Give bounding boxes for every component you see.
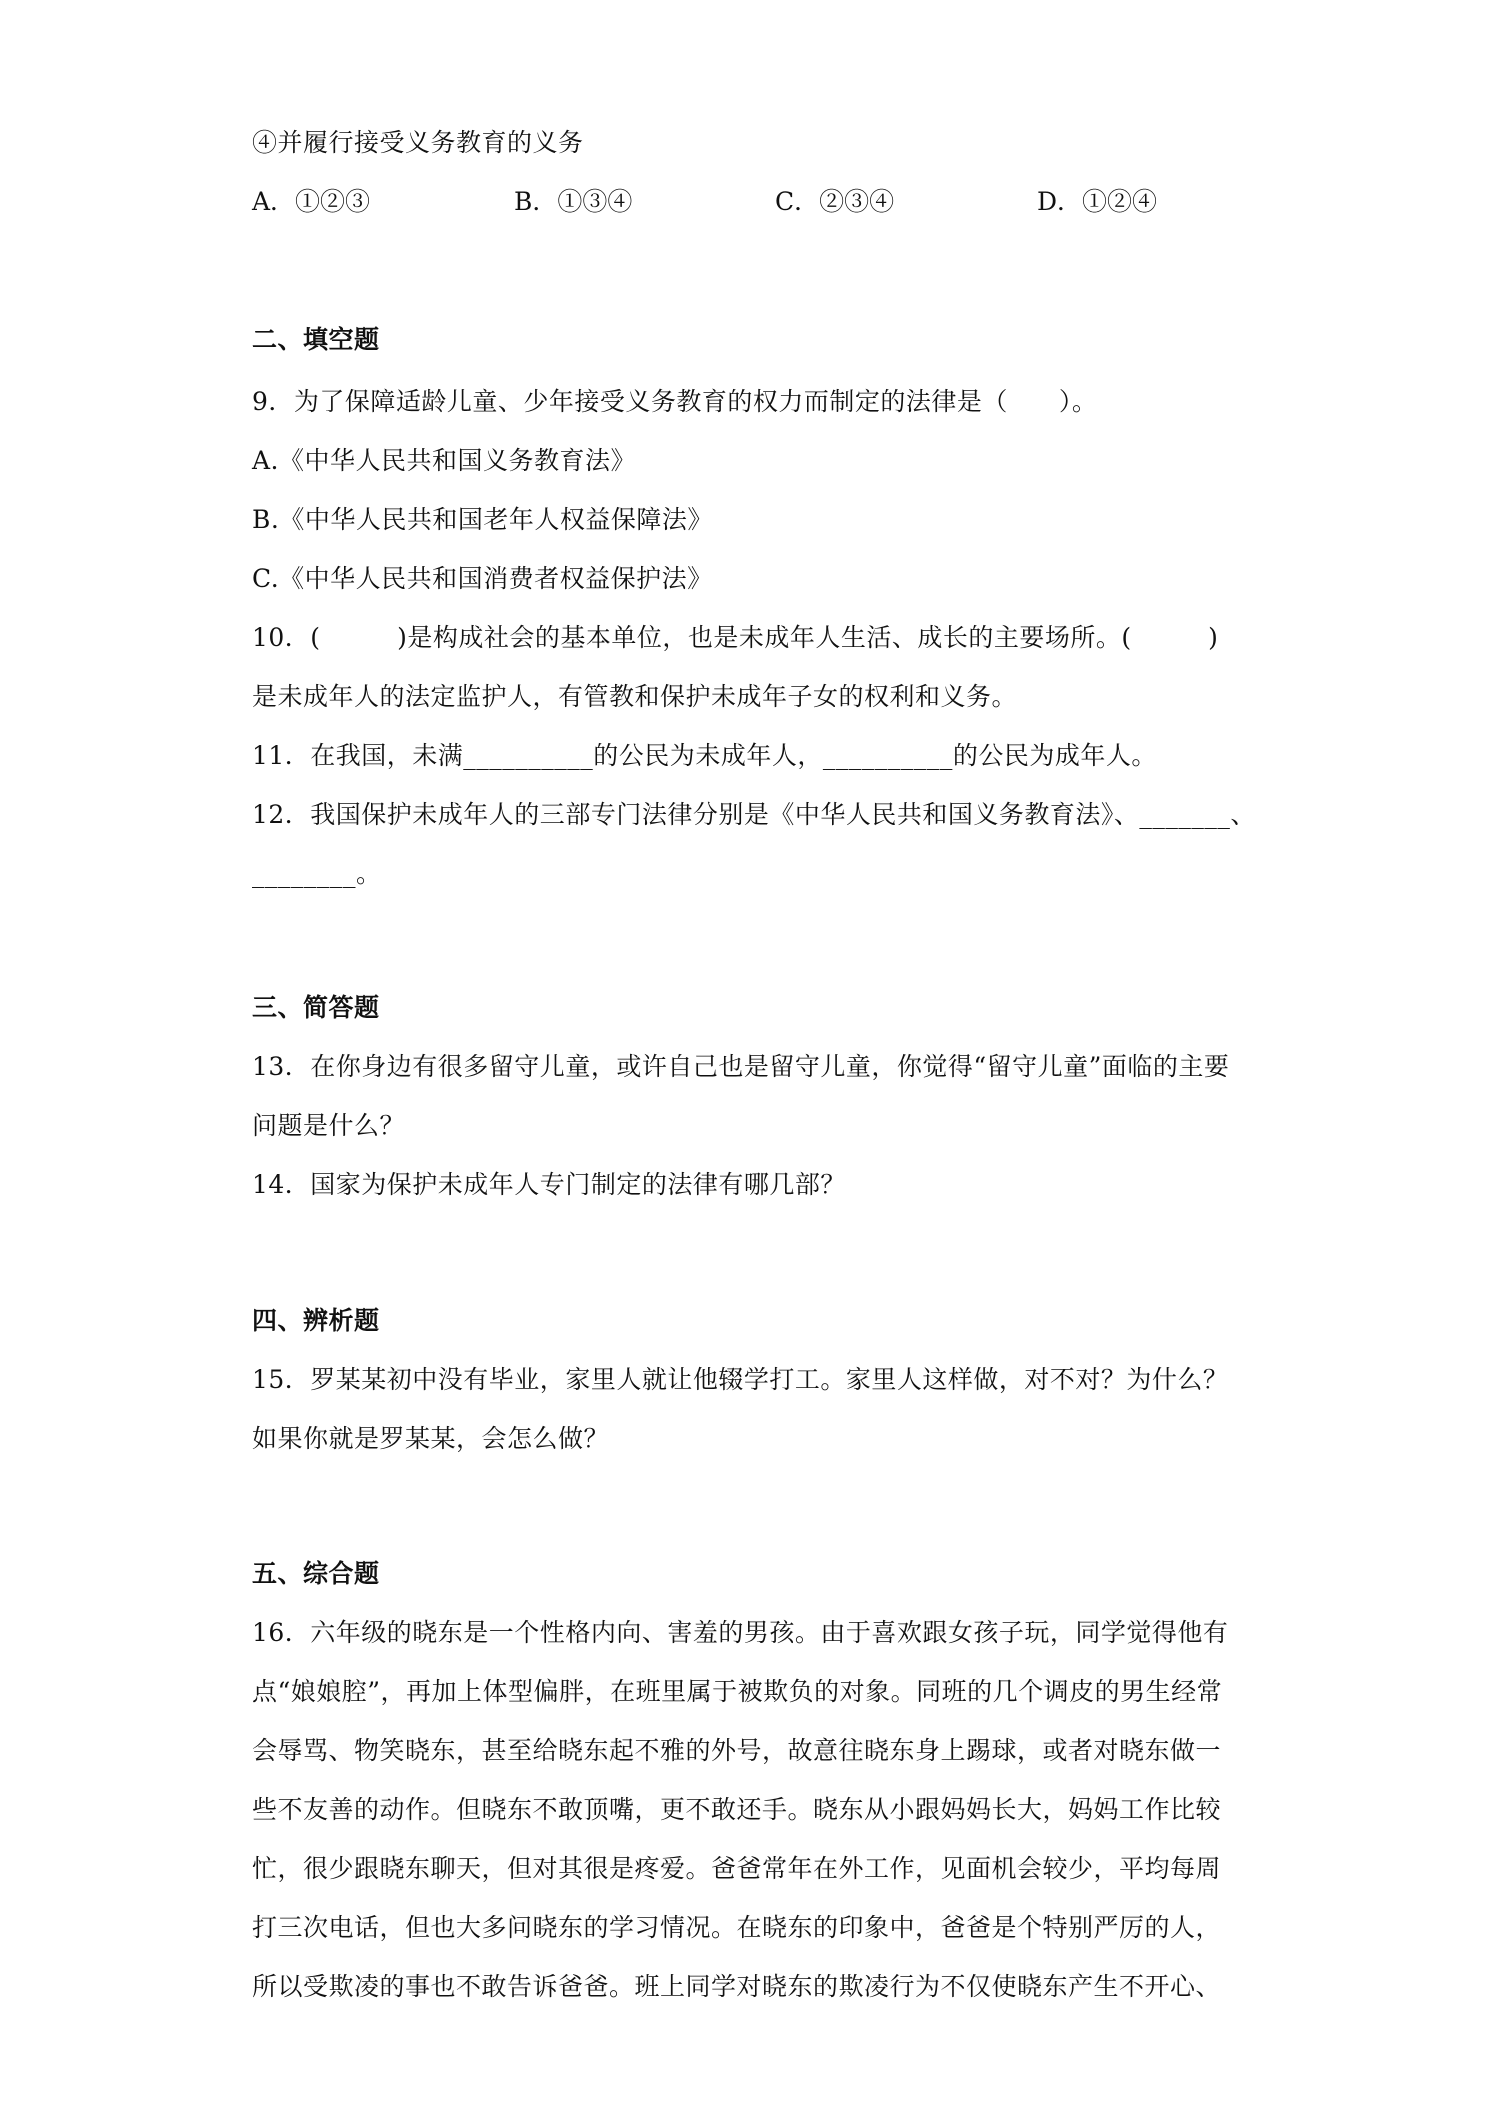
q9-option-b: B.《中华人民共和国老年人权益保障法》 — [252, 505, 713, 534]
q16-line: 些不友善的动作。但晓东不敢顶嘴，更不敢还手。晓东从小跟妈妈长大，妈妈工作比较 — [252, 1795, 1222, 1824]
q9-stem: 9．为了保障适龄儿童、少年接受义务教育的权力而制定的法律是（ ）。 — [252, 387, 1098, 416]
q11: 11．在我国，未满__________的公民为未成年人，__________的公民为成年人。 — [252, 741, 1157, 770]
q10-line1: 10．( )是构成社会的基本单位，也是未成年人生活、成长的主要场所。( ) — [252, 623, 1219, 652]
section-heading-comprehensive: 五、综合题 — [252, 1559, 380, 1588]
q9-option-c: C.《中华人民共和国消费者权益保护法》 — [252, 564, 713, 593]
q16-line: 所以受欺凌的事也不敢告诉爸爸。班上同学对晓东的欺凌行为不仅使晓东产生不开心、 — [252, 1972, 1222, 2001]
q13-line2: 问题是什么？ — [252, 1111, 406, 1140]
q8-item4: ④并履行接受义务教育的义务 — [252, 128, 584, 157]
q10-line2: 是未成年人的法定监护人，有管教和保护未成年子女的权利和义务。 — [252, 682, 1018, 711]
q16-line: 会辱骂、物笑晓东，甚至给晓东起不雅的外号，故意往晓东身上踢球，或者对晓东做一 — [252, 1736, 1222, 1765]
q15-line1: 15．罗某某初中没有毕业，家里人就让他辍学打工。家里人这样做，对不对？为什么？ — [252, 1365, 1229, 1394]
q16-line: 点“娘娘腔”，再加上体型偏胖，在班里属于被欺负的对象。同班的几个调皮的男生经常 — [252, 1677, 1223, 1706]
q8-option-c: C．②③④ — [775, 187, 895, 216]
section-heading-fill-in: 二、填空题 — [252, 325, 380, 354]
q14: 14．国家为保护未成年人专门制定的法律有哪几部？ — [252, 1170, 846, 1199]
q12-line1: 12．我国保护未成年人的三部专门法律分别是《中华人民共和国义务教育法》、_______、 — [252, 800, 1256, 829]
q8-option-d: D．①②④ — [1037, 187, 1158, 216]
q8-option-a: A．①②③ — [252, 187, 371, 216]
section-heading-short-answer: 三、简答题 — [252, 993, 380, 1022]
q8-option-b: B．①③④ — [514, 187, 633, 216]
section-heading-analysis: 四、辨析题 — [252, 1306, 380, 1335]
q16-line: 16．六年级的晓东是一个性格内向、害羞的男孩。由于喜欢跟女孩子玩，同学觉得他有 — [252, 1618, 1229, 1647]
q9-option-a: A.《中华人民共和国义务教育法》 — [252, 446, 637, 475]
q16-line: 忙，很少跟晓东聊天，但对其很是疼爱。爸爸常年在外工作，见面机会较少，平均每周 — [252, 1854, 1222, 1883]
q13-line1: 13．在你身边有很多留守儿童，或许自己也是留守儿童，你觉得“留守儿童”面临的主要 — [252, 1052, 1230, 1081]
q15-line2: 如果你就是罗某某，会怎么做？ — [252, 1424, 610, 1453]
q12-line2: ________。 — [252, 859, 382, 888]
q16-line: 打三次电话，但也大多问晓东的学习情况。在晓东的印象中，爸爸是个特别严厉的人， — [252, 1913, 1222, 1942]
